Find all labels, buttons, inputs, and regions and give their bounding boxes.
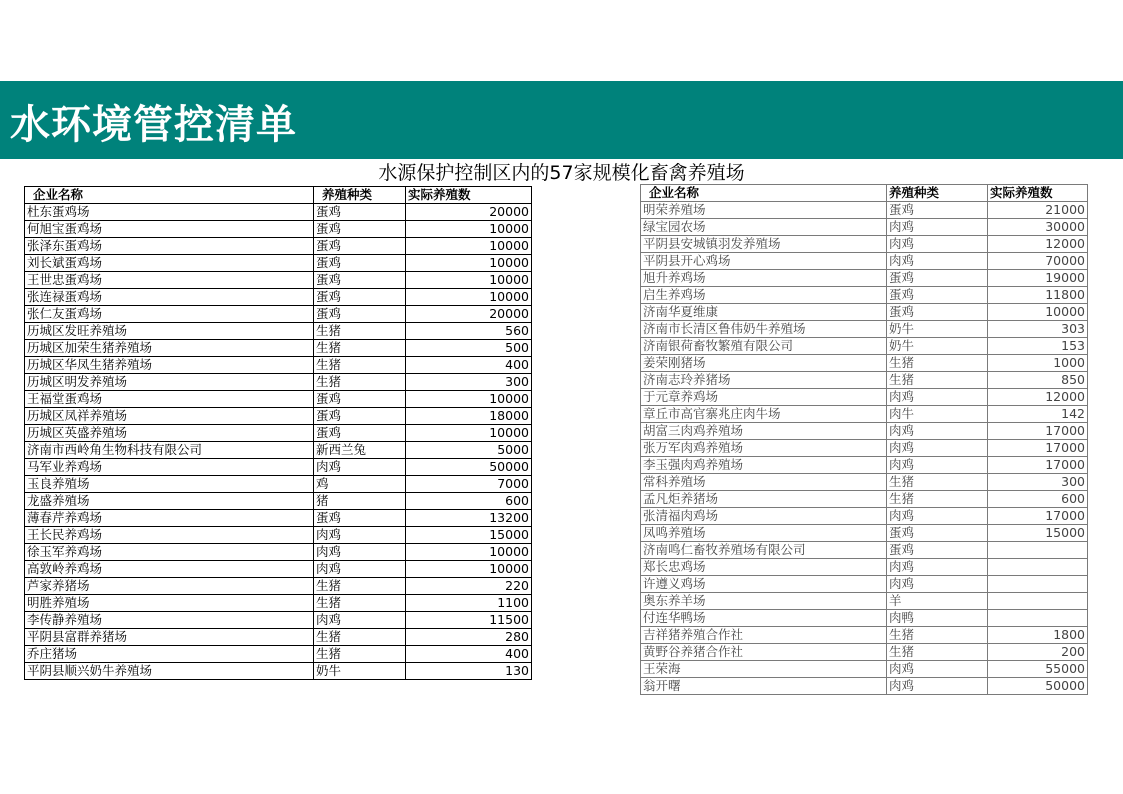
cell-breeding-type: 蛋鸡	[887, 304, 988, 321]
cell-actual-count: 1800	[988, 627, 1088, 644]
cell-actual-count: 20000	[406, 204, 532, 221]
cell-enterprise-name: 济南鸣仁畜牧养殖场有限公司	[641, 542, 887, 559]
cell-actual-count: 10000	[988, 304, 1088, 321]
title-banner	[0, 81, 1123, 159]
table-row	[641, 610, 1088, 627]
header-actual-count: 实际养殖数	[406, 187, 532, 204]
cell-actual-count: 10000	[406, 391, 532, 408]
cell-actual-count: 55000	[988, 661, 1088, 678]
table-row	[25, 544, 532, 561]
table-row	[25, 510, 532, 527]
cell-breeding-type: 生猪	[314, 323, 406, 340]
cell-enterprise-name: 历城区英盛养殖场	[25, 425, 314, 442]
cell-breeding-type: 生猪	[887, 474, 988, 491]
cell-actual-count: 10000	[406, 544, 532, 561]
cell-breeding-type: 肉鸡	[314, 527, 406, 544]
cell-enterprise-name: 孟凡炬养猪场	[641, 491, 887, 508]
cell-breeding-type: 新西兰兔	[314, 442, 406, 459]
cell-breeding-type: 蛋鸡	[314, 221, 406, 238]
cell-breeding-type: 蛋鸡	[314, 255, 406, 272]
table-row	[25, 289, 532, 306]
cell-actual-count: 10000	[406, 238, 532, 255]
cell-enterprise-name: 章丘市高官寨兆庄肉牛场	[641, 406, 887, 423]
table-row	[25, 629, 532, 646]
cell-breeding-type: 肉鸡	[887, 508, 988, 525]
cell-breeding-type: 肉鸡	[887, 576, 988, 593]
cell-enterprise-name: 芦家养猪场	[25, 578, 314, 595]
table-row	[641, 423, 1088, 440]
cell-actual-count: 303	[988, 321, 1088, 338]
table-row	[25, 238, 532, 255]
table-header-row	[641, 185, 1088, 202]
table-row	[641, 678, 1088, 695]
table-row	[25, 442, 532, 459]
cell-actual-count	[988, 610, 1088, 627]
cell-actual-count: 500	[406, 340, 532, 357]
cell-actual-count: 300	[988, 474, 1088, 491]
header-breeding-type: 养殖种类	[314, 187, 406, 204]
cell-enterprise-name: 济南志玲养猪场	[641, 372, 887, 389]
cell-breeding-type: 生猪	[887, 372, 988, 389]
table-row	[641, 457, 1088, 474]
cell-actual-count: 20000	[406, 306, 532, 323]
table-row	[25, 204, 532, 221]
cell-actual-count: 300	[406, 374, 532, 391]
cell-breeding-type: 肉鸡	[314, 459, 406, 476]
table-row	[641, 542, 1088, 559]
cell-enterprise-name: 启生养鸡场	[641, 287, 887, 304]
table-row	[25, 306, 532, 323]
cell-actual-count: 1000	[988, 355, 1088, 372]
cell-breeding-type: 肉牛	[887, 406, 988, 423]
cell-actual-count: 1100	[406, 595, 532, 612]
table-row	[25, 255, 532, 272]
table-row	[641, 389, 1088, 406]
cell-actual-count: 10000	[406, 255, 532, 272]
cell-breeding-type: 蛋鸡	[887, 287, 988, 304]
table-row	[25, 340, 532, 357]
table-row	[641, 338, 1088, 355]
cell-enterprise-name: 付连华鸭场	[641, 610, 887, 627]
right-table-body	[641, 202, 1088, 695]
cell-breeding-type: 肉鸡	[887, 457, 988, 474]
cell-actual-count: 10000	[406, 289, 532, 306]
cell-enterprise-name: 王福堂蛋鸡场	[25, 391, 314, 408]
cell-breeding-type: 肉鸡	[887, 219, 988, 236]
table-row	[25, 595, 532, 612]
table-row	[641, 372, 1088, 389]
cell-actual-count: 130	[406, 663, 532, 680]
cell-enterprise-name: 历城区加荣生猪养殖场	[25, 340, 314, 357]
cell-breeding-type: 肉鸡	[887, 678, 988, 695]
cell-enterprise-name: 胡富三肉鸡养殖场	[641, 423, 887, 440]
cell-enterprise-name: 王荣海	[641, 661, 887, 678]
table-row	[641, 644, 1088, 661]
cell-enterprise-name: 旭升养鸡场	[641, 270, 887, 287]
table-row	[641, 661, 1088, 678]
left-farm-table	[24, 186, 532, 680]
table-row	[25, 612, 532, 629]
table-row	[641, 270, 1088, 287]
cell-enterprise-name: 绿宝园农场	[641, 219, 887, 236]
table-row	[641, 219, 1088, 236]
cell-actual-count: 70000	[988, 253, 1088, 270]
cell-actual-count: 12000	[988, 389, 1088, 406]
table-row	[25, 578, 532, 595]
cell-breeding-type: 蛋鸡	[314, 289, 406, 306]
cell-breeding-type: 肉鸡	[314, 612, 406, 629]
cell-enterprise-name: 王长民养鸡场	[25, 527, 314, 544]
table-row	[25, 646, 532, 663]
cell-enterprise-name: 常科养殖场	[641, 474, 887, 491]
cell-breeding-type: 奶牛	[887, 321, 988, 338]
cell-actual-count	[988, 576, 1088, 593]
table-header-row	[25, 187, 532, 204]
cell-actual-count: 200	[988, 644, 1088, 661]
cell-enterprise-name: 济南华夏维康	[641, 304, 887, 321]
cell-enterprise-name: 马军业养鸡场	[25, 459, 314, 476]
cell-breeding-type: 生猪	[887, 491, 988, 508]
cell-enterprise-name: 奥东养羊场	[641, 593, 887, 610]
header-breeding-type: 养殖种类	[887, 185, 988, 202]
cell-actual-count: 400	[406, 646, 532, 663]
cell-enterprise-name: 李玉强肉鸡养殖场	[641, 457, 887, 474]
cell-actual-count: 21000	[988, 202, 1088, 219]
cell-enterprise-name: 李传静养殖场	[25, 612, 314, 629]
cell-enterprise-name: 平阴县安城镇羽发养殖场	[641, 236, 887, 253]
cell-breeding-type: 肉鸡	[887, 559, 988, 576]
table-row	[641, 559, 1088, 576]
cell-enterprise-name: 郑长忠鸡场	[641, 559, 887, 576]
cell-breeding-type: 奶牛	[887, 338, 988, 355]
cell-actual-count: 17000	[988, 440, 1088, 457]
table-row	[641, 236, 1088, 253]
cell-enterprise-name: 龙盛养殖场	[25, 493, 314, 510]
cell-enterprise-name: 徐玉军养鸡场	[25, 544, 314, 561]
cell-breeding-type: 生猪	[887, 644, 988, 661]
table-row	[641, 304, 1088, 321]
table-row	[25, 391, 532, 408]
cell-enterprise-name: 历城区发旺养殖场	[25, 323, 314, 340]
table-row	[641, 253, 1088, 270]
cell-actual-count: 15000	[988, 525, 1088, 542]
table-row	[25, 357, 532, 374]
cell-enterprise-name: 历城区华凤生猪养殖场	[25, 357, 314, 374]
cell-actual-count: 10000	[406, 272, 532, 289]
cell-actual-count: 19000	[988, 270, 1088, 287]
cell-breeding-type: 生猪	[314, 357, 406, 374]
cell-enterprise-name: 何旭宝蛋鸡场	[25, 221, 314, 238]
cell-enterprise-name: 王世忠蛋鸡场	[25, 272, 314, 289]
table-row	[641, 355, 1088, 372]
header-enterprise-name: 企业名称	[641, 185, 887, 202]
table-row	[641, 627, 1088, 644]
cell-breeding-type: 生猪	[314, 646, 406, 663]
cell-actual-count: 50000	[988, 678, 1088, 695]
cell-breeding-type: 肉鸡	[887, 253, 988, 270]
cell-breeding-type: 生猪	[887, 627, 988, 644]
table-row	[641, 525, 1088, 542]
cell-actual-count: 142	[988, 406, 1088, 423]
cell-actual-count: 400	[406, 357, 532, 374]
cell-breeding-type: 蛋鸡	[887, 525, 988, 542]
cell-actual-count: 11500	[406, 612, 532, 629]
table-row	[641, 474, 1088, 491]
table-row	[25, 221, 532, 238]
cell-enterprise-name: 平阴县富群养猪场	[25, 629, 314, 646]
cell-actual-count: 600	[988, 491, 1088, 508]
table-row	[25, 374, 532, 391]
cell-breeding-type: 肉鸡	[887, 389, 988, 406]
table-row	[25, 663, 532, 680]
cell-breeding-type: 生猪	[314, 578, 406, 595]
cell-enterprise-name: 明胜养殖场	[25, 595, 314, 612]
cell-breeding-type: 鸡	[314, 476, 406, 493]
cell-breeding-type: 蛋鸡	[887, 542, 988, 559]
cell-enterprise-name: 明荣养殖场	[641, 202, 887, 219]
cell-enterprise-name: 杜东蛋鸡场	[25, 204, 314, 221]
cell-breeding-type: 蛋鸡	[314, 306, 406, 323]
table-row	[641, 202, 1088, 219]
cell-breeding-type: 蛋鸡	[314, 510, 406, 527]
table-row	[25, 476, 532, 493]
cell-breeding-type: 肉鸡	[887, 440, 988, 457]
table-row	[641, 440, 1088, 457]
cell-actual-count	[988, 559, 1088, 576]
cell-actual-count: 10000	[406, 425, 532, 442]
right-farm-table	[640, 184, 1088, 695]
cell-actual-count: 17000	[988, 508, 1088, 525]
cell-actual-count: 30000	[988, 219, 1088, 236]
table-row	[25, 561, 532, 578]
header-enterprise-name: 企业名称	[25, 187, 314, 204]
cell-breeding-type: 肉鸡	[887, 423, 988, 440]
cell-actual-count: 10000	[406, 221, 532, 238]
table-row	[25, 459, 532, 476]
cell-actual-count: 850	[988, 372, 1088, 389]
cell-breeding-type: 生猪	[314, 374, 406, 391]
cell-actual-count: 153	[988, 338, 1088, 355]
cell-breeding-type: 肉鸡	[314, 561, 406, 578]
cell-actual-count: 13200	[406, 510, 532, 527]
cell-actual-count: 12000	[988, 236, 1088, 253]
cell-enterprise-name: 张连禄蛋鸡场	[25, 289, 314, 306]
cell-enterprise-name: 张仁友蛋鸡场	[25, 306, 314, 323]
cell-actual-count: 50000	[406, 459, 532, 476]
table-row	[641, 491, 1088, 508]
cell-breeding-type: 肉鸡	[887, 236, 988, 253]
cell-enterprise-name: 薄春芹养鸡场	[25, 510, 314, 527]
cell-enterprise-name: 姜荣刚猪场	[641, 355, 887, 372]
cell-breeding-type: 蛋鸡	[887, 202, 988, 219]
table-subtitle: 水源保护控制区内的57家规模化畜禽养殖场	[378, 162, 745, 184]
cell-actual-count: 220	[406, 578, 532, 595]
cell-breeding-type: 生猪	[887, 355, 988, 372]
table-row	[641, 508, 1088, 525]
cell-enterprise-name: 乔庄猪场	[25, 646, 314, 663]
cell-breeding-type: 蛋鸡	[314, 391, 406, 408]
table-row	[25, 408, 532, 425]
cell-breeding-type: 猪	[314, 493, 406, 510]
table-row	[641, 406, 1088, 423]
cell-enterprise-name: 凤鸣养殖场	[641, 525, 887, 542]
left-table-body	[25, 204, 532, 680]
cell-enterprise-name: 黄野谷养猪合作社	[641, 644, 887, 661]
cell-breeding-type: 肉鸭	[887, 610, 988, 627]
cell-enterprise-name: 吉祥猪养殖合作社	[641, 627, 887, 644]
cell-enterprise-name: 翁开曙	[641, 678, 887, 695]
cell-breeding-type: 蛋鸡	[314, 425, 406, 442]
cell-enterprise-name: 玉良养殖场	[25, 476, 314, 493]
cell-breeding-type: 奶牛	[314, 663, 406, 680]
cell-enterprise-name: 平阴县开心鸡场	[641, 253, 887, 270]
cell-enterprise-name: 历城区明发养殖场	[25, 374, 314, 391]
cell-actual-count: 15000	[406, 527, 532, 544]
cell-enterprise-name: 济南市长清区鲁伟奶牛养殖场	[641, 321, 887, 338]
cell-enterprise-name: 张清福肉鸡场	[641, 508, 887, 525]
page-title: 水环境管控清单	[10, 102, 297, 148]
cell-actual-count: 560	[406, 323, 532, 340]
table-row	[25, 527, 532, 544]
cell-enterprise-name: 历城区凤祥养殖场	[25, 408, 314, 425]
cell-enterprise-name: 许遵义鸡场	[641, 576, 887, 593]
header-actual-count: 实际养殖数	[988, 185, 1088, 202]
cell-enterprise-name: 于元章养鸡场	[641, 389, 887, 406]
table-row	[641, 321, 1088, 338]
cell-enterprise-name: 济南银荷畜牧繁殖有限公司	[641, 338, 887, 355]
cell-breeding-type: 蛋鸡	[314, 272, 406, 289]
cell-breeding-type: 生猪	[314, 595, 406, 612]
table-row	[641, 287, 1088, 304]
table-row	[641, 593, 1088, 610]
cell-breeding-type: 肉鸡	[887, 661, 988, 678]
cell-breeding-type: 生猪	[314, 629, 406, 646]
cell-enterprise-name: 张万军肉鸡养殖场	[641, 440, 887, 457]
cell-actual-count: 7000	[406, 476, 532, 493]
cell-breeding-type: 生猪	[314, 340, 406, 357]
cell-actual-count: 11800	[988, 287, 1088, 304]
cell-enterprise-name: 济南市西岭角生物科技有限公司	[25, 442, 314, 459]
cell-actual-count	[988, 542, 1088, 559]
cell-actual-count: 10000	[406, 561, 532, 578]
right-table-viewport[interactable]	[640, 184, 1088, 711]
cell-actual-count: 17000	[988, 423, 1088, 440]
cell-enterprise-name: 平阴县顺兴奶牛养殖场	[25, 663, 314, 680]
cell-breeding-type: 蛋鸡	[887, 270, 988, 287]
cell-breeding-type: 肉鸡	[314, 544, 406, 561]
table-row	[25, 425, 532, 442]
table-row	[25, 323, 532, 340]
cell-actual-count: 17000	[988, 457, 1088, 474]
cell-breeding-type: 羊	[887, 593, 988, 610]
cell-actual-count: 18000	[406, 408, 532, 425]
cell-breeding-type: 蛋鸡	[314, 238, 406, 255]
cell-enterprise-name: 刘长斌蛋鸡场	[25, 255, 314, 272]
cell-actual-count	[988, 593, 1088, 610]
cell-actual-count: 5000	[406, 442, 532, 459]
cell-breeding-type: 蛋鸡	[314, 204, 406, 221]
cell-breeding-type: 蛋鸡	[314, 408, 406, 425]
table-row	[25, 272, 532, 289]
cell-enterprise-name: 高敦岭养鸡场	[25, 561, 314, 578]
cell-enterprise-name: 张泽东蛋鸡场	[25, 238, 314, 255]
table-row	[641, 576, 1088, 593]
cell-actual-count: 280	[406, 629, 532, 646]
cell-actual-count: 600	[406, 493, 532, 510]
table-row	[25, 493, 532, 510]
